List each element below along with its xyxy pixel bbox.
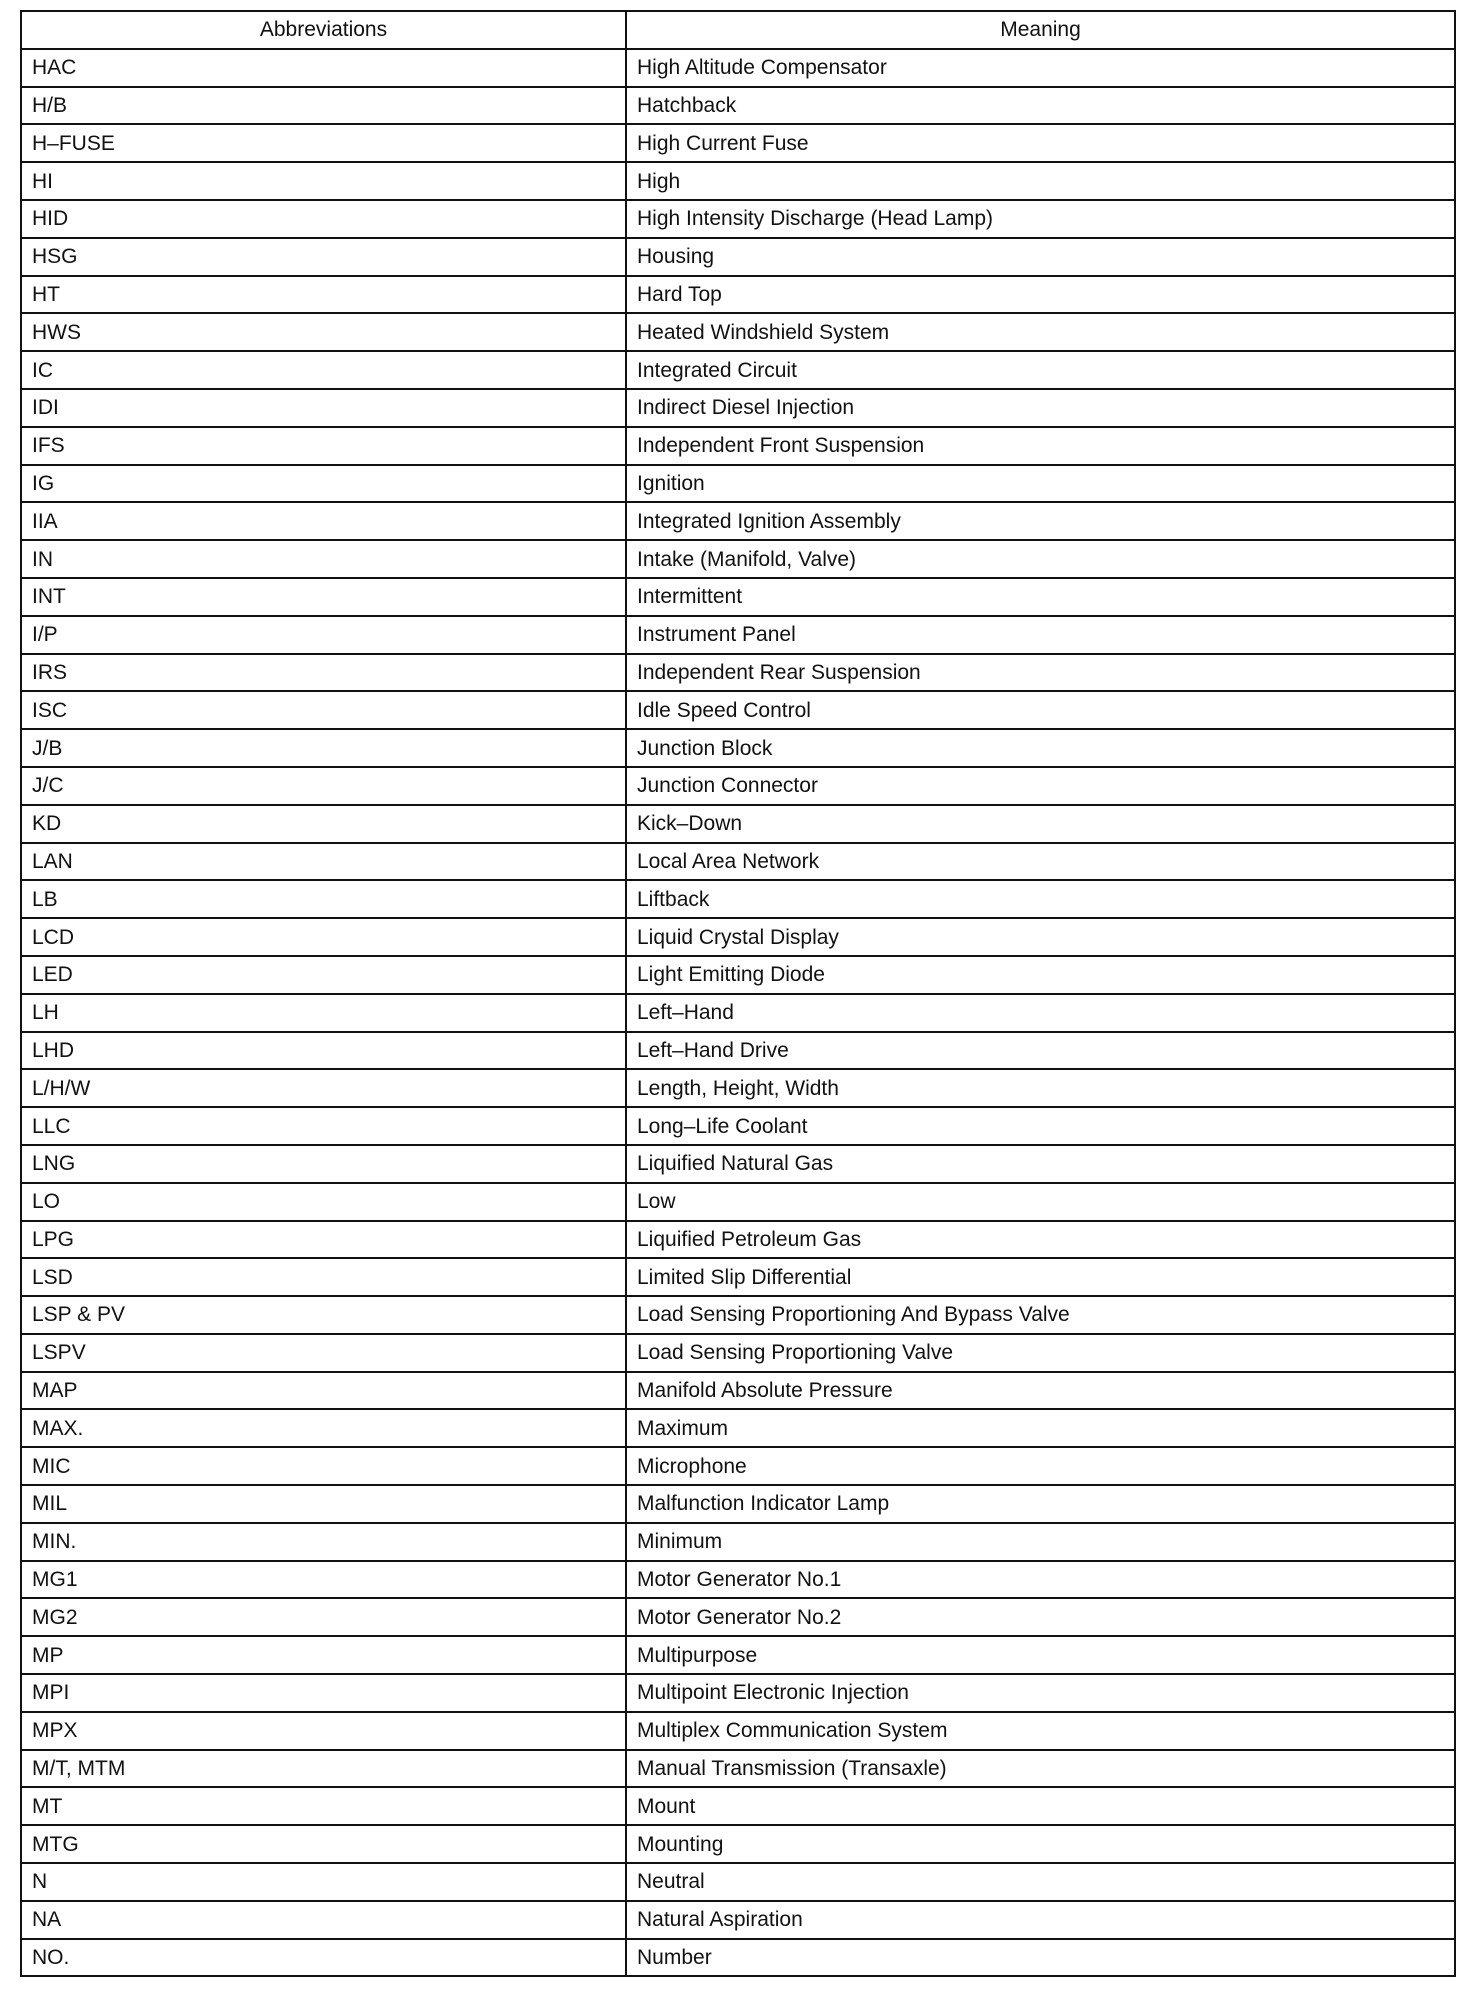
abbreviation-cell: LSP & PV [21,1296,626,1334]
table-row [21,994,1455,1032]
table-row [21,1183,1455,1221]
table-row [21,1145,1455,1183]
table-row [21,1372,1455,1410]
meaning-cell: Manual Transmission (Transaxle) [626,1750,1455,1788]
meaning-cell: Load Sensing Proportioning And Bypass Valve [626,1296,1455,1334]
meaning-cell: Instrument Panel [626,616,1455,654]
table-row [21,691,1455,729]
table-row [21,49,1455,87]
meaning-cell: Mount [626,1787,1455,1825]
table-row [21,1296,1455,1334]
meaning-cell: Light Emitting Diode [626,956,1455,994]
meaning-cell: Local Area Network [626,843,1455,881]
table-row [21,162,1455,200]
abbreviation-cell: NA [21,1901,626,1939]
table-row [21,654,1455,692]
meaning-cell: Left–Hand Drive [626,1032,1455,1070]
abbreviation-cell: MP [21,1636,626,1674]
table-row [21,87,1455,125]
table-row [21,843,1455,881]
table-row [21,880,1455,918]
meaning-cell: Liquid Crystal Display [626,918,1455,956]
meaning-cell: Indirect Diesel Injection [626,389,1455,427]
abbreviation-cell: IIA [21,502,626,540]
meaning-cell: Heated Windshield System [626,313,1455,351]
table-row [21,1939,1455,1977]
table-row [21,616,1455,654]
meaning-cell: Mounting [626,1825,1455,1863]
abbreviation-cell: IG [21,465,626,503]
table-row [21,956,1455,994]
meaning-cell: High Current Fuse [626,124,1455,162]
table-row [21,1598,1455,1636]
meaning-cell: Microphone [626,1447,1455,1485]
meaning-cell: Length, Height, Width [626,1069,1455,1107]
abbreviation-cell: LLC [21,1107,626,1145]
abbreviation-cell: LCD [21,918,626,956]
abbreviation-cell: MAP [21,1372,626,1410]
abbreviation-cell: LAN [21,843,626,881]
abbreviation-cell: HI [21,162,626,200]
meaning-cell: Junction Block [626,729,1455,767]
abbreviation-cell: LSPV [21,1334,626,1372]
abbreviation-cell: HAC [21,49,626,87]
meaning-cell: High Intensity Discharge (Head Lamp) [626,200,1455,238]
abbreviation-cell: IFS [21,427,626,465]
table-row [21,1825,1455,1863]
meaning-cell: Liftback [626,880,1455,918]
table-row [21,389,1455,427]
table-row [21,1901,1455,1939]
meaning-cell: Integrated Circuit [626,351,1455,389]
table-row [21,1863,1455,1901]
abbreviation-cell: NO. [21,1939,626,1977]
table-row [21,1409,1455,1447]
abbreviation-cell: MIN. [21,1523,626,1561]
abbreviation-cell: LPG [21,1221,626,1259]
meaning-cell: Manifold Absolute Pressure [626,1372,1455,1410]
table-row [21,351,1455,389]
table-row [21,1221,1455,1259]
table-row [21,578,1455,616]
abbreviation-cell: MPI [21,1674,626,1712]
meaning-cell: High Altitude Compensator [626,49,1455,87]
abbreviation-cell: LB [21,880,626,918]
meaning-cell: Liquified Petroleum Gas [626,1221,1455,1259]
meaning-cell: Idle Speed Control [626,691,1455,729]
table-header-row [21,11,1455,49]
meaning-cell: Independent Rear Suspension [626,654,1455,692]
table-body [21,49,1455,1977]
abbreviation-cell: IN [21,540,626,578]
abbreviation-cell: IC [21,351,626,389]
abbreviation-cell: LO [21,1183,626,1221]
table-row [21,1334,1455,1372]
abbreviations-table [20,10,1456,1977]
table-row [21,1750,1455,1788]
abbreviation-cell: LED [21,956,626,994]
meaning-cell: Left–Hand [626,994,1455,1032]
table-row [21,1674,1455,1712]
meaning-cell: Maximum [626,1409,1455,1447]
abbreviation-cell: HID [21,200,626,238]
abbreviation-cell: J/B [21,729,626,767]
abbreviation-cell: MG1 [21,1561,626,1599]
column-header-abbreviations: Abbreviations [21,11,626,49]
meaning-cell: Motor Generator No.1 [626,1561,1455,1599]
meaning-cell: Independent Front Suspension [626,427,1455,465]
meaning-cell: Integrated Ignition Assembly [626,502,1455,540]
meaning-cell: Ignition [626,465,1455,503]
table-row [21,1523,1455,1561]
table-row [21,276,1455,314]
meaning-cell: High [626,162,1455,200]
abbreviation-cell: MIC [21,1447,626,1485]
table-row [21,729,1455,767]
table-row [21,1107,1455,1145]
abbreviation-cell: LH [21,994,626,1032]
abbreviation-cell: M/T, MTM [21,1750,626,1788]
abbreviation-cell: IRS [21,654,626,692]
table-row [21,1032,1455,1070]
meaning-cell: Minimum [626,1523,1455,1561]
abbreviation-cell: I/P [21,616,626,654]
table-row [21,1712,1455,1750]
table-row [21,918,1455,956]
table-row [21,1258,1455,1296]
abbreviations-table-container [20,10,1454,1977]
meaning-cell: Load Sensing Proportioning Valve [626,1334,1455,1372]
table-row [21,427,1455,465]
meaning-cell: Intermittent [626,578,1455,616]
abbreviation-cell: MT [21,1787,626,1825]
meaning-cell: Hatchback [626,87,1455,125]
abbreviation-cell: INT [21,578,626,616]
abbreviation-cell: MAX. [21,1409,626,1447]
table-row [21,1447,1455,1485]
abbreviation-cell: HT [21,276,626,314]
abbreviation-cell: H–FUSE [21,124,626,162]
meaning-cell: Malfunction Indicator Lamp [626,1485,1455,1523]
meaning-cell: Long–Life Coolant [626,1107,1455,1145]
meaning-cell: Junction Connector [626,767,1455,805]
meaning-cell: Hard Top [626,276,1455,314]
abbreviation-cell: J/C [21,767,626,805]
abbreviation-cell: L/H/W [21,1069,626,1107]
table-row [21,238,1455,276]
meaning-cell: Neutral [626,1863,1455,1901]
abbreviation-cell: N [21,1863,626,1901]
meaning-cell: Natural Aspiration [626,1901,1455,1939]
meaning-cell: Liquified Natural Gas [626,1145,1455,1183]
abbreviation-cell: MTG [21,1825,626,1863]
abbreviation-cell: MIL [21,1485,626,1523]
abbreviation-cell: LNG [21,1145,626,1183]
meaning-cell: Intake (Manifold, Valve) [626,540,1455,578]
table-row [21,313,1455,351]
meaning-cell: Number [626,1939,1455,1977]
table-row [21,200,1455,238]
meaning-cell: Multipurpose [626,1636,1455,1674]
abbreviation-cell: HSG [21,238,626,276]
meaning-cell: Limited Slip Differential [626,1258,1455,1296]
meaning-cell: Housing [626,238,1455,276]
table-row [21,767,1455,805]
meaning-cell: Multiplex Communication System [626,1712,1455,1750]
table-row [21,465,1455,503]
table-row [21,1787,1455,1825]
abbreviation-cell: KD [21,805,626,843]
abbreviation-cell: H/B [21,87,626,125]
table-row [21,124,1455,162]
column-header-meaning: Meaning [626,11,1455,49]
table-row [21,1485,1455,1523]
abbreviation-cell: HWS [21,313,626,351]
meaning-cell: Low [626,1183,1455,1221]
table-row [21,1561,1455,1599]
meaning-cell: Multipoint Electronic Injection [626,1674,1455,1712]
abbreviation-cell: MG2 [21,1598,626,1636]
meaning-cell: Kick–Down [626,805,1455,843]
abbreviation-cell: IDI [21,389,626,427]
meaning-cell: Motor Generator No.2 [626,1598,1455,1636]
table-row [21,1636,1455,1674]
abbreviation-cell: MPX [21,1712,626,1750]
table-row [21,540,1455,578]
table-row [21,502,1455,540]
abbreviation-cell: LSD [21,1258,626,1296]
abbreviation-cell: LHD [21,1032,626,1070]
abbreviation-cell: ISC [21,691,626,729]
table-row [21,805,1455,843]
table-row [21,1069,1455,1107]
